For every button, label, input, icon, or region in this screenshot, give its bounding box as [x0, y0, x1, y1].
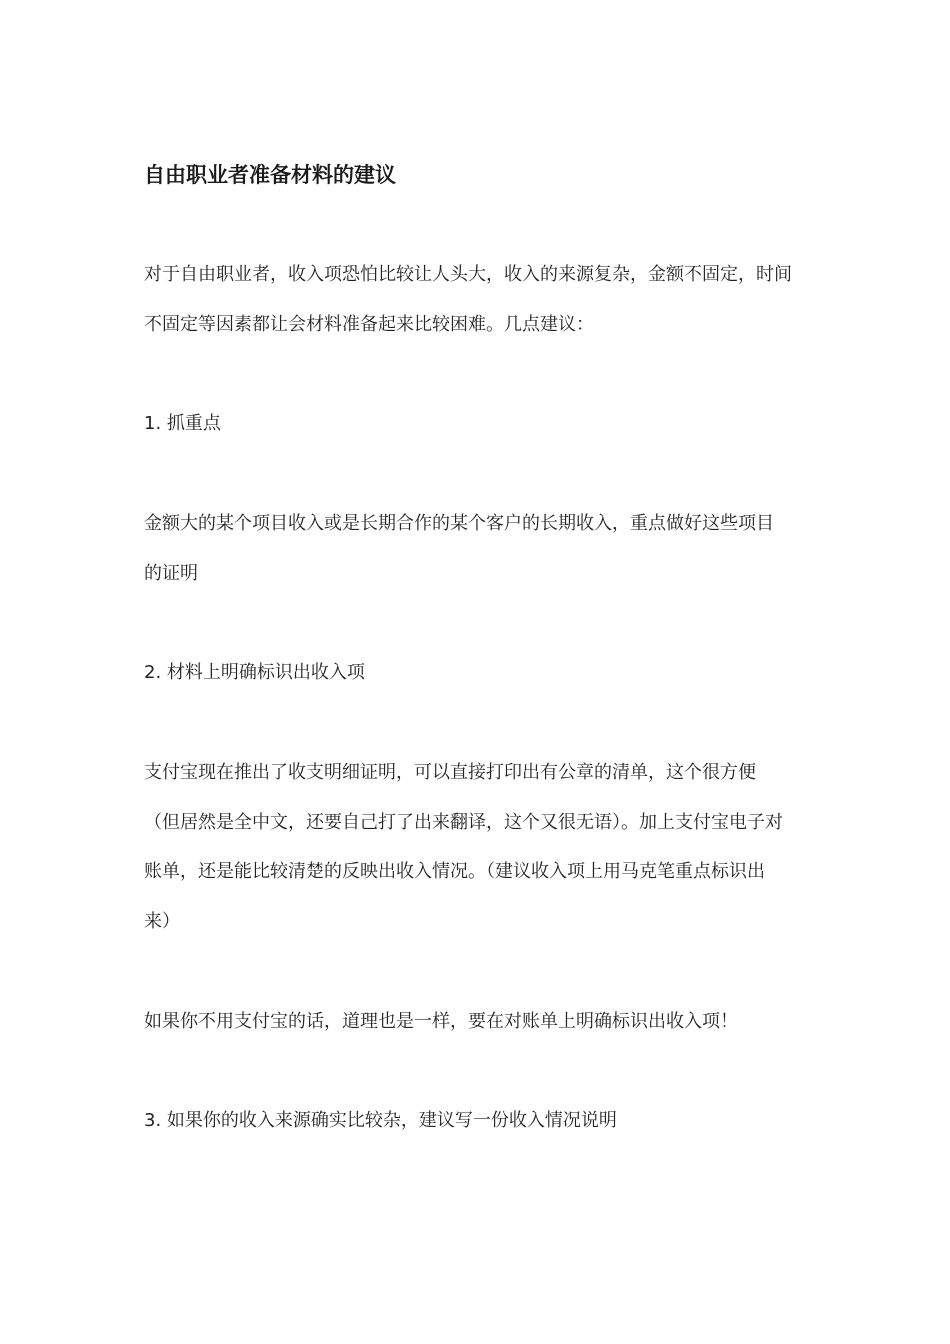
point3-heading-block [144, 1096, 814, 1146]
point1-paragraph [144, 499, 814, 598]
point1-heading: 1. 抓重点 [144, 413, 221, 434]
point1-line-2: 的证明 [144, 562, 198, 584]
point1-heading-block [144, 399, 814, 449]
point2-heading: 2. 材料上明确标识出收入项 [144, 662, 365, 683]
point2-line-4: 来） [144, 910, 180, 932]
point2-heading-block [144, 648, 814, 698]
point3-heading: 3. 如果你的收入来源确实比较杂，建议写一份收入情况说明 [144, 1110, 617, 1131]
point2-note: 如果你不用支付宝的话，道理也是一样，要在对账单上明确标识出收入项！ [144, 1011, 738, 1032]
intro-line-2: 不固定等因素都让会材料准备起来比较困难。几点建议： [144, 313, 594, 335]
point2-line-1: 支付宝现在推出了收支明细证明，可以直接打印出有公章的清单，这个很方便 [144, 762, 756, 783]
intro-paragraph [144, 250, 814, 349]
document-title: 自由职业者准备材料的建议 [144, 163, 396, 187]
point2-line-2: （但居然是全中文，还要自己打了出来翻译，这个又很无语）。加上支付宝电子对 [144, 811, 783, 833]
point2-paragraph [144, 748, 814, 946]
point2-line-3: 账单，还是能比较清楚的反映出收入情况。（建议收入项上用马克笔重点标识出 [144, 861, 765, 882]
point2-note-block [144, 997, 814, 1047]
point1-line-1: 金额大的某个项目收入或是长期合作的某个客户的长期收入，重点做好这些项目 [144, 513, 774, 534]
intro-line-1: 对于自由职业者，收入项恐怕比较让人头大，收入的来源复杂，金额不固定，时间 [144, 264, 792, 285]
